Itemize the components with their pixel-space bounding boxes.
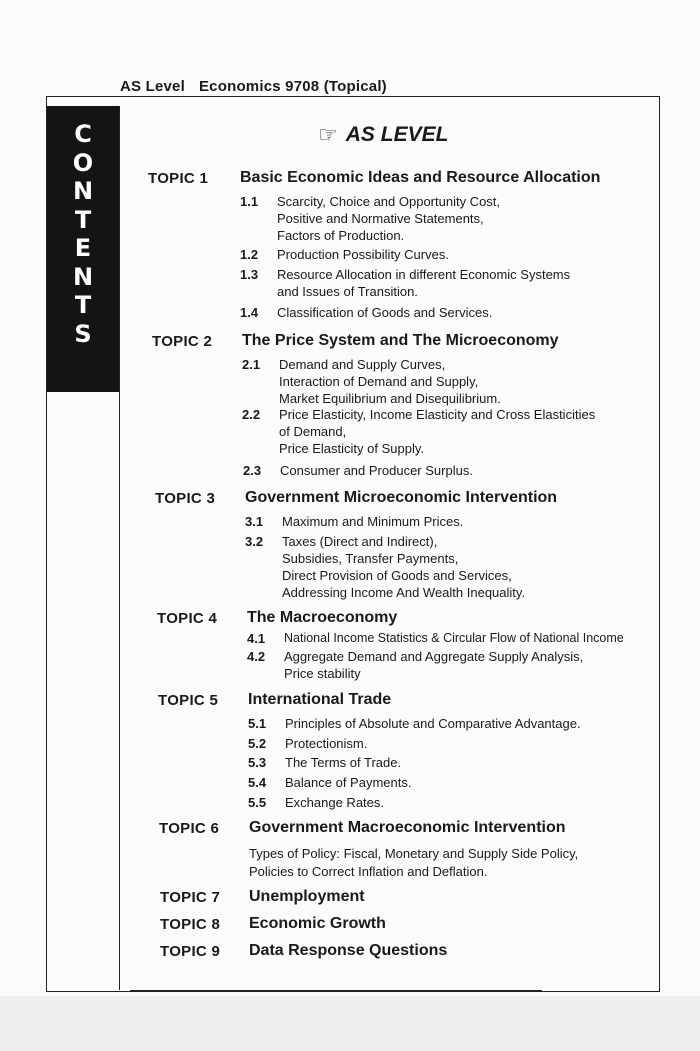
subtopic-line: Production Possibility Curves.: [277, 247, 449, 262]
subtopic-text: [284, 648, 583, 682]
subtopic-text: [279, 406, 595, 457]
subtopic-text: [277, 193, 500, 244]
subtopic-number: 2.1: [242, 357, 261, 372]
topic-6-description: [249, 845, 578, 881]
sidebar-letter: N: [72, 177, 94, 205]
subtopic-line: Maximum and Minimum Prices.: [282, 514, 464, 529]
subtopic-line: Market Equilibrium and Disequilibrium.: [279, 391, 501, 406]
topic-title: Basic Economic Ideas and Resource Allocation: [240, 169, 601, 186]
subtopic-line: Protectionism.: [285, 736, 368, 751]
contents-sidebar: [47, 106, 119, 392]
subtopic-line: Price stability: [284, 666, 361, 681]
page-background: [0, 996, 700, 1051]
subtopic-number: 3.1: [245, 514, 264, 529]
sidebar-letter: O: [72, 148, 94, 177]
subtopic-line: The Terms of Trade.: [285, 755, 402, 770]
subtopic-text: [277, 246, 449, 263]
subtopic-text: [284, 630, 624, 647]
subtopic-text: [285, 754, 401, 771]
subtopic-number: 4.1: [247, 631, 266, 646]
subtopic-line: Scarcity, Choice and Opportunity Cost,: [277, 194, 501, 209]
subtopic-line: Exchange Rates.: [285, 795, 385, 810]
topic-title: Data Response Questions: [249, 942, 448, 959]
subtopic-text: [285, 774, 411, 791]
subtopic-number: 5.3: [248, 755, 267, 770]
subtopic-line: Interaction of Demand and Supply,: [279, 374, 479, 389]
section-heading: [318, 122, 448, 148]
sidebar-letter: E: [74, 234, 92, 262]
subtopic-text: [280, 462, 473, 479]
topic-label: TOPIC 6: [159, 820, 220, 837]
sidebar-letter: T: [74, 291, 92, 319]
subtopic-line: Resource Allocation in different Economic Systems: [277, 267, 571, 282]
subtopic-line: Classification of Goods and Services.: [277, 305, 493, 320]
topic-label: TOPIC 9: [160, 943, 221, 960]
subtopic-text: [285, 735, 367, 752]
topic-label: TOPIC 5: [158, 692, 219, 709]
subtopic-text: [277, 266, 570, 300]
topic-title: Government Macroeconomic Intervention: [249, 819, 566, 836]
subtopic-line: of Demand,: [279, 424, 347, 439]
subtopic-text: [285, 715, 581, 732]
topic-title: The Price System and The Microeconomy: [242, 332, 559, 349]
subtopic-line: Principles of Absolute and Comparative Advantage.: [285, 716, 581, 731]
subject-label: Economics 9708 (Topical): [198, 78, 387, 95]
bottom-rule: [130, 990, 542, 991]
subtopic-line: Balance of Payments.: [285, 775, 412, 790]
topic-title: Government Microeconomic Intervention: [245, 489, 558, 506]
sidebar-letter: C: [74, 120, 92, 148]
sidebar-letter: S: [74, 319, 92, 348]
pointing-hand-icon: ☞: [318, 122, 338, 147]
topic-label: TOPIC 7: [160, 889, 221, 906]
subtopic-number: 5.1: [248, 716, 267, 731]
subtopic-number: 5.4: [248, 775, 267, 790]
section-heading-text: AS LEVEL: [345, 123, 449, 146]
sidebar-letter: N: [72, 262, 94, 291]
subtopic-line: Factors of Production.: [277, 228, 405, 243]
subtopic-line: National Income Statistics & Circular Flow of National Income: [284, 631, 624, 645]
level-label: AS Level: [120, 78, 185, 95]
subtopic-number: 2.2: [242, 407, 261, 422]
subtopic-number: 1.3: [240, 267, 259, 282]
topic-title: Economic Growth: [249, 915, 386, 932]
subtopic-number: 4.2: [247, 649, 266, 664]
subtopic-number: 1.4: [240, 305, 259, 320]
topic-label: TOPIC 8: [160, 916, 221, 933]
subtopic-line: Aggregate Demand and Aggregate Supply Analysis,: [284, 649, 584, 664]
topic-label: TOPIC 4: [157, 610, 218, 627]
running-head: [120, 78, 401, 95]
subtopic-line: Price Elasticity, Income Elasticity and Cross Elasticities: [279, 407, 596, 422]
subtopic-line: Positive and Normative Statements,: [277, 211, 484, 226]
subtopic-text: [277, 304, 492, 321]
subtopic-line: and Issues of Transition.: [277, 284, 418, 299]
sidebar-letter: T: [74, 205, 92, 234]
topic-label: TOPIC 3: [155, 490, 216, 507]
sidebar-divider: [119, 106, 120, 990]
subtopic-line: Demand and Supply Curves,: [279, 357, 446, 372]
topic-title: Unemployment: [249, 888, 365, 905]
subtopic-line: Subsidies, Transfer Payments,: [282, 551, 459, 566]
subtopic-text: [279, 356, 501, 407]
topic-label: TOPIC 2: [152, 333, 213, 350]
subtopic-text: [282, 533, 525, 601]
subtopic-number: 3.2: [245, 534, 264, 549]
topic-title: The Macroeconomy: [247, 609, 398, 626]
subtopic-line: Direct Provision of Goods and Services,: [282, 568, 512, 583]
subtopic-text: [282, 513, 463, 530]
topic-title: International Trade: [248, 691, 392, 708]
topic-label: TOPIC 1: [148, 170, 209, 187]
description-line: Types of Policy: Fiscal, Monetary and Supply Side Policy,: [249, 846, 579, 861]
subtopic-line: Taxes (Direct and Indirect),: [282, 534, 438, 549]
subtopic-line: Consumer and Producer Surplus.: [280, 463, 473, 478]
subtopic-number: 1.1: [240, 194, 259, 209]
subtopic-number: 2.3: [243, 463, 262, 478]
subtopic-number: 1.2: [240, 247, 259, 262]
subtopic-text: [285, 794, 384, 811]
description-line: Policies to Correct Inflation and Deflation.: [249, 864, 488, 879]
subtopic-line: Addressing Income And Wealth Inequality.: [282, 585, 526, 600]
subtopic-number: 5.5: [248, 795, 267, 810]
subtopic-number: 5.2: [248, 736, 267, 751]
subtopic-line: Price Elasticity of Supply.: [279, 441, 424, 456]
